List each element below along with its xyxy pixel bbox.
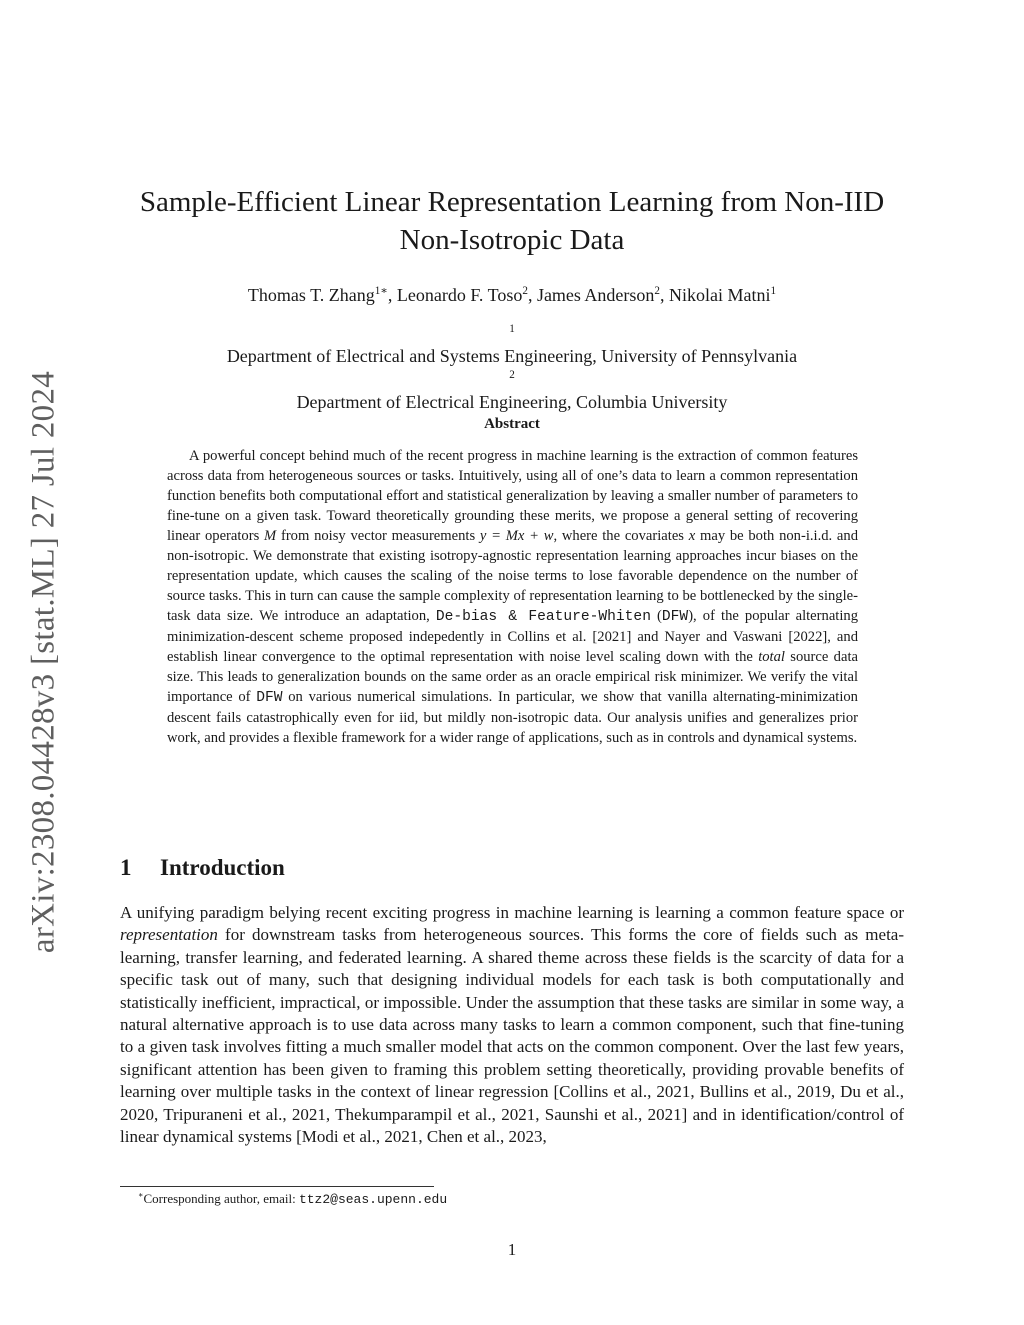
paper-title: [120, 183, 904, 259]
abstract-text: on various numerical simulations. In particular, we show that vanilla alternating-minimization descent fails catastrophically even for iid, but mildly non-isotropic data. Our analysis unifies and generalizes prior work, and provides a flexible framework for a wider range of applications, such as in controls and dynamical systems.: [167, 689, 858, 746]
emphasis-text: representation: [120, 925, 218, 945]
abstract-text: A powerful concept behind much of the recent progress in machine learning is the extraction of common features across data from heterogeneous sources or tasks. Intuitively, using all of one’s data to learn a common representation function benefits both computational effort and statistical generalization by leaving a smaller number of parameters to fine-tune on a given task. Toward theoretically grounding these merits, we propose a general setting of recovering linear operators: [167, 448, 858, 544]
email-address: ttz2@seas.upenn.edu: [298, 1192, 448, 1207]
arxiv-identifier-stamp: arXiv:2308.04428v3 [stat.ML] 27 Jul 2024: [25, 370, 62, 954]
abstract-paragraph: [167, 446, 858, 748]
affiliation-text: Department of Electrical Engineering, Columbia University: [296, 392, 728, 412]
footnote-divider: [120, 1186, 434, 1187]
author-separator: ,: [660, 285, 669, 305]
algorithm-name: De-bias & Feature-Whiten: [435, 609, 651, 625]
algorithm-abbreviation: DFW: [256, 690, 283, 706]
emphasis-text: total: [758, 649, 785, 665]
abstract-text: source data size. This leads to generalization bounds on the same order as an oracle empirical risk minimizer. We verify the vital importance of: [167, 649, 858, 705]
section-title: Introduction: [160, 855, 285, 880]
section-heading: [120, 855, 285, 881]
abstract-text: , where the covariates: [553, 528, 689, 544]
affiliation-2: [120, 368, 904, 414]
abstract-heading: Abstract: [484, 416, 540, 432]
body-text: A unifying paradigm belying recent exciting progress in machine learning is learning a common feature space or: [120, 903, 904, 922]
page-number: 1: [507, 1240, 517, 1259]
author-separator: ,: [387, 285, 397, 305]
author-name: Thomas T. Zhang: [247, 285, 375, 305]
author-name: Nikolai Matni: [669, 285, 771, 305]
author-affiliation-mark: 1∗: [374, 285, 388, 297]
author-affiliation-mark: 2: [522, 285, 528, 297]
section-number: 1: [120, 855, 132, 880]
body-text: for downstream tasks from heterogeneous sources. This forms the core of fields such as meta-learning, transfer learning, and federated learning. A shared theme across these fields is the scarcity of data for a specific task out of many, such that designing individual models for each task is both computationally and statistically inefficient, impractical, or impossible. Under the assumption that these tasks are similar in some way, a natural alternative approach is to use data across many tasks to learn a common component, such that fine-tuning to a given task involves fitting a much smaller model that acts on the common component. Over the last few years, significant attention has been given to framing this problem setting theoretically, providing provable benefits of learning over multiple tasks in the context of linear regression [Collins et al., 2021, Bullins et al., 2019, Du et al., 2020, Tripuraneni et al., 2021, Thekumparampil et al., 2021, Saunshi et al., 2021] and in identification/control of linear dynamical systems [Modi et al., 2021, Chen et al., 2023,: [120, 925, 904, 1147]
author-name: James Anderson: [536, 285, 655, 305]
affiliation-list: [120, 322, 904, 414]
abstract-text: may be both non-i.i.d. and non-isotropic. We demonstrate that existing isotropy-agnostic representation learning approaches incur biases on the representation update, which causes the scaling of the noise terms to lose favorable dependence on the number of source tasks. This in turn can cause the sample complexity of representation learning to be bottlenecked by the single-task data size. We introduce an adaptation,: [167, 528, 859, 624]
introduction-paragraph: [120, 902, 904, 1148]
abstract-text: (: [650, 608, 662, 624]
affiliation-text: Department of Electrical and Systems Engineering, University of Pennsylvania: [226, 346, 798, 366]
footnote-mark: ∗: [138, 1190, 144, 1200]
math-symbol: M: [264, 528, 277, 544]
title-line-2: Non-Isotropic Data: [399, 224, 625, 256]
footnote-text: Corresponding author, email:: [143, 1191, 299, 1206]
footnote: [138, 1191, 447, 1208]
title-line-1: Sample-Efficient Linear Representation Learning from Non-IID: [139, 186, 885, 218]
author-separator: ,: [527, 285, 537, 305]
affiliation-mark: 1: [509, 323, 515, 335]
abstract-text: from noisy vector measurements: [276, 528, 480, 544]
abstract-text: ), of the popular alternating minimization-descent scheme proposed indepedently in Collins et al. [2021] and Nayer and Vaswani [2022], and establish linear convergence to the optimal representation with noise level scaling down with the: [167, 608, 859, 665]
author-list: [120, 283, 904, 307]
author-name: Leonardo F. Toso: [396, 285, 523, 305]
affiliation-mark: 2: [509, 369, 515, 381]
affiliation-1: [120, 322, 904, 368]
author-affiliation-mark: 2: [654, 285, 660, 297]
algorithm-abbreviation: DFW: [661, 609, 689, 625]
math-symbol: x: [688, 528, 696, 544]
author-affiliation-mark: 1: [770, 285, 777, 297]
math-equation: y = Mx + w: [479, 528, 554, 544]
